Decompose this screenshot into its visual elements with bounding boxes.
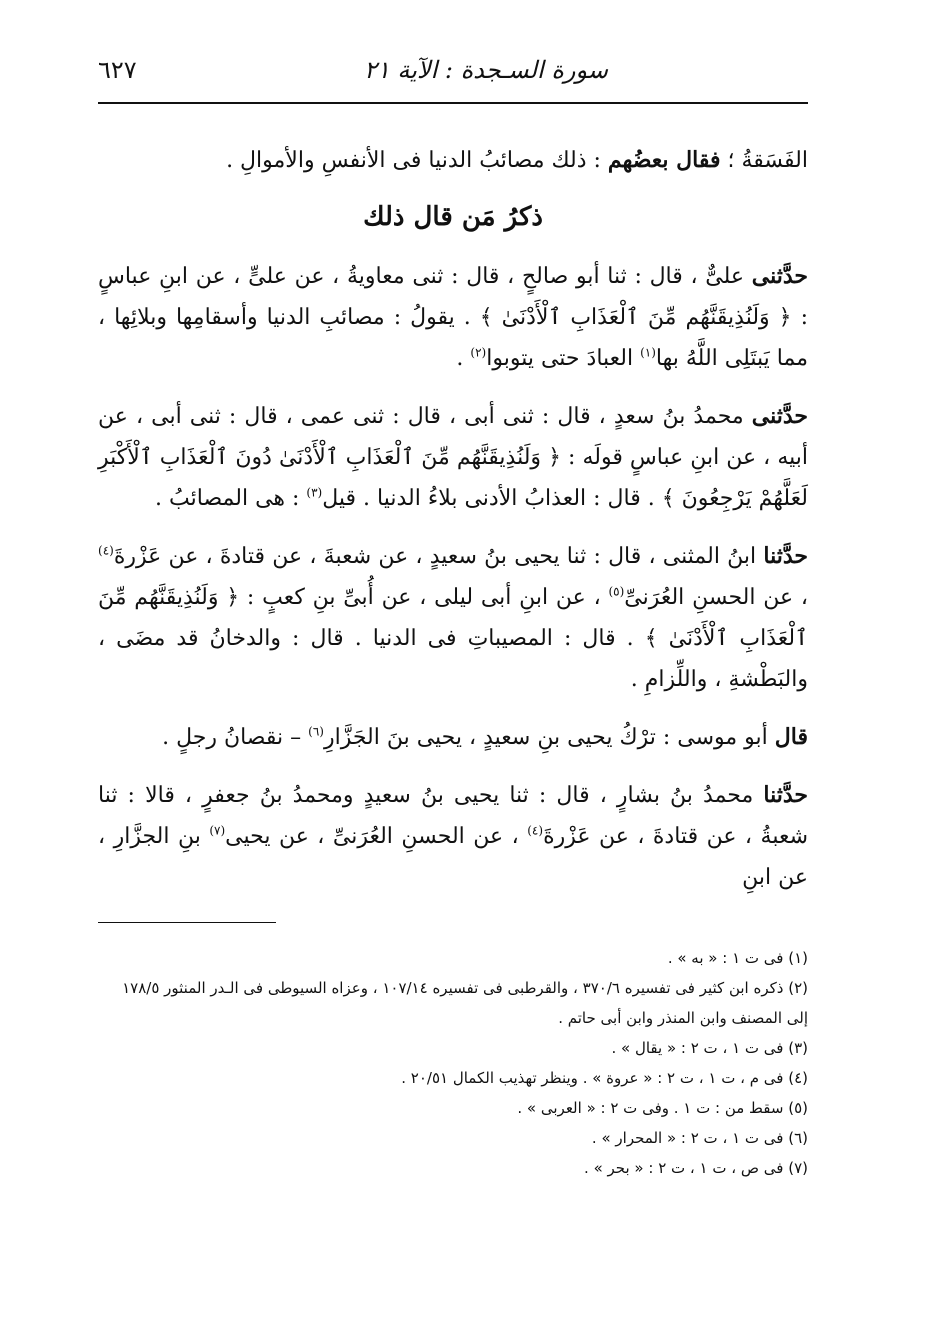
quran-verse: ﴿ وَلَنُذِيقَنَّهُم مِّنَ ٱلْعَذَابِ ٱلْأَدْنَىٰ ﴾	[98, 585, 808, 651]
footnotes	[98, 943, 808, 1183]
text: .	[456, 346, 471, 371]
footnote-divider	[98, 922, 276, 923]
page-header	[98, 52, 808, 104]
text: – نقصانُ رجلٍ .	[162, 725, 309, 750]
footnote-1: (١) فى ت ١ : « به » .	[667, 949, 808, 967]
quran-verse: ﴿ وَلَنُذِيقَنَّهُم مِّنَ ٱلْعَذَابِ ٱلْأَدْنَىٰ ﴾	[479, 305, 792, 330]
hadith-paragraph-4	[98, 717, 808, 758]
text: . يقولُ : مصائبِ الدنيا وأسقامِها وبلائِها ، مما يَبتَلِى اللَّهُ بها	[98, 305, 808, 371]
text: العبادَ حتى يتوبوا	[486, 346, 641, 371]
text: . قال : العذابُ الأدنى بلاءُ الدنيا . قيل	[322, 486, 662, 511]
text: علىٌّ ، قال : ثنا أبو صالحٍ ، قال : ثنى معاويةُ ، عن علىٍّ ، عن ابنِ عباسٍ :	[98, 264, 808, 330]
text: محمدُ بنُ سعدٍ ، قال : ثنى أبى ، قال : ثنى عمى ، قال : ثنى أبى ، عن أبيه ، عن ابنِ عباسٍ قولَه :	[98, 404, 808, 470]
book-page	[98, 52, 808, 1183]
lead-word: حدَّثنا	[763, 782, 808, 808]
text: ، عن الحسنِ العُرَنىِّ ، عن يحيى	[225, 824, 528, 849]
footnote-ref: (٣)	[306, 485, 323, 500]
footnote-2: (٢) ذكره ابن كثير فى تفسيره ٣٧٠/٦ ، والقرطبى فى تفسيره ١٠٧/١٤ ، وعزاه السيوطى فى الـدر المنثور ١٧٨/٥ إلى المصنف وابن المنذر وابن أبى حاتم .	[122, 979, 808, 1027]
section-heading: ذكرُ مَن قال ذلك	[363, 202, 543, 232]
hadith-paragraph-3	[98, 536, 808, 700]
lead-word: حدَّثنا	[763, 543, 808, 569]
lead-word: حدَّثنى	[751, 263, 808, 289]
surah-title: سورة السـجدة : الآية ٢١	[363, 56, 608, 84]
footnote-ref: (٦)	[308, 724, 324, 739]
hadith-paragraph-1	[98, 256, 808, 379]
hadith-paragraph-5	[98, 775, 808, 898]
text: أبو موسى : ترْكُ يحيى بنِ سعيدٍ ، يحيى بنَ الجَزَّارِ	[323, 725, 775, 750]
text: ، عن الحسنِ العُرَنىِّ	[624, 585, 808, 610]
text: ابنُ المثنى ، قال : ثنا يحيى بنُ سعيدٍ ، عن شعبةَ ، عن قتادةَ ، عن عَزْرةَ	[113, 544, 764, 569]
footnote-ref: (١)	[640, 345, 656, 360]
footnote-4: (٤) فى م ، ت ١ ، ت ٢ : « عروة » . وينظر تهذيب الكمال ٢٠/٥١ .	[401, 1069, 808, 1087]
text: ، عن ابنِ أبى ليلى ، عن أُبىِّ بنِ كعبٍ :	[239, 585, 609, 610]
footnote-6: (٦) فى ت ١ ، ت ٢ : « المحرار » .	[591, 1129, 808, 1147]
page-body	[98, 140, 808, 898]
footnote-5: (٥) سقط من : ت ١ . وفى ت ٢ : « العربى » .	[517, 1099, 808, 1117]
text: : هى المصائبُ .	[155, 486, 307, 511]
footnote-ref: (٢)	[470, 345, 487, 360]
paragraph-intro	[98, 140, 808, 181]
quran-verse: ﴿ وَلَنُذِيقَنَّهُم مِّنَ ٱلْعَذَابِ ٱلْأَدْنَىٰ دُونَ ٱلْعَذَابِ ٱلْأَكْبَرِ لَعَلَّهُمْ يَرْجِعُونَ ﴾	[98, 445, 808, 511]
text: الفَسَقةُ ؛	[720, 148, 808, 173]
footnote-ref: (٧)	[209, 823, 226, 838]
text: . قال : المصيباتِ فى الدنيا . قال : والدخانُ قد مضَى ، والبَطْشةِ ، واللِّزامِ .	[98, 626, 808, 692]
footnote-ref: (٤)	[98, 543, 114, 558]
footnote-ref: (٥)	[608, 584, 625, 599]
footnote-7: (٧) فى ص ، ت ١ ، ت ٢ : « بحر » .	[584, 1159, 808, 1177]
text: بنِ الجزَّارِ ، عن ابنِ	[98, 824, 808, 890]
lead-word: حدَّثنى	[751, 403, 809, 429]
hadith-paragraph-2	[98, 396, 808, 519]
page-number: ٦٢٧	[98, 56, 137, 84]
footnote-ref: (٤)	[527, 823, 544, 838]
footnote-3: (٣) فى ت ١ ، ت ٢ : « يقال » .	[611, 1039, 808, 1057]
text: محمدُ بنُ بشارٍ ، قال : ثنا يحيى بنُ سعيدٍ ومحمدُ بنُ جعفرٍ ، قالا : ثنا شعبةُ ، عن قتادةَ ، عن عَزْرةَ	[98, 783, 809, 849]
lead-word: فقال بعضُهم	[607, 147, 721, 173]
lead-word: قال	[774, 724, 808, 750]
text: : ذلك مصائبُ الدنيا فى الأنفسِ والأموالِ .	[226, 148, 608, 173]
